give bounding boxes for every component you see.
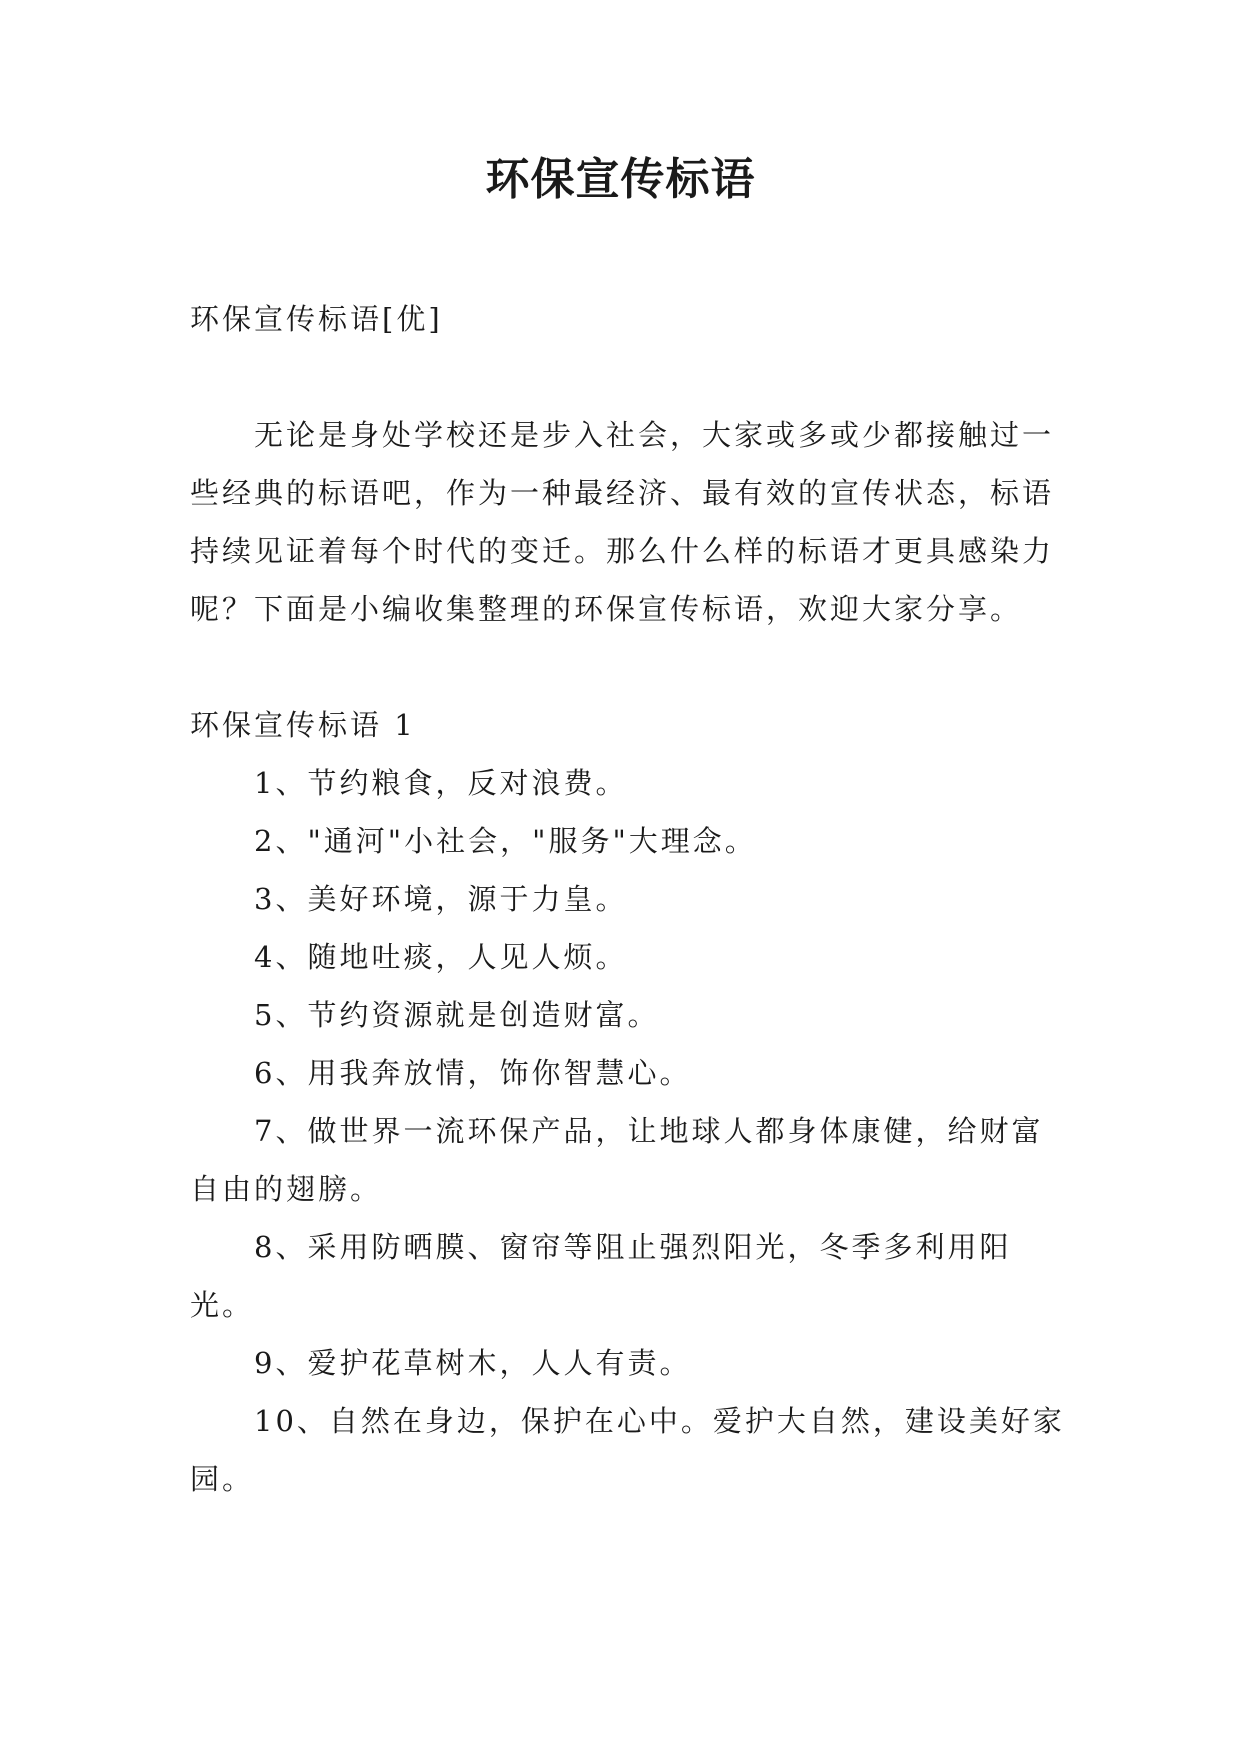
slogan-item-9: 9、爱护花草树木，人人有责。: [254, 1346, 692, 1380]
slogan-item-3: 3、美好环境，源于力皇。: [254, 882, 628, 916]
slogan-item-6: 6、用我奔放情，饰你智慧心。: [254, 1056, 692, 1090]
slogan-item-8: 8、采用防晒膜、窗帘等阻止强烈阳光，冬季多利用阳光。: [190, 1230, 1012, 1322]
document-title: 环保宣传标语: [485, 154, 756, 205]
slogan-item-10: 10、自然在身边，保护在心中。爱护大自然，建设美好家园。: [190, 1404, 1065, 1496]
slogan-item-2: 2、"通河"小社会，"服务"大理念。: [254, 824, 757, 858]
slogan-item-5: 5、节约资源就是创造财富。: [254, 998, 660, 1032]
document-body: [190, 290, 1065, 1508]
section-heading: 环保宣传标语 1: [190, 708, 416, 742]
spacer: [190, 638, 1065, 696]
intro-paragraph: 无论是身处学校还是步入社会，大家或多或少都接触过一些经典的标语吧，作为一种最经济、最有效的宣传状态，标语持续见证着每个时代的变迁。那么什么样的标语才更具感染力呢？下面是小编收集整理的环保宣传标语，欢迎大家分享。: [190, 418, 1055, 626]
slogan-item-7: 7、做世界一流环保产品，让地球人都身体康健，给财富自由的翅膀。: [190, 1114, 1044, 1206]
document-subtitle: 环保宣传标语[优]: [190, 302, 443, 336]
slogan-item-4: 4、随地吐痰，人见人烦。: [254, 940, 628, 974]
slogan-item-1: 1、节约粮食，反对浪费。: [254, 766, 628, 800]
spacer: [190, 348, 1065, 406]
